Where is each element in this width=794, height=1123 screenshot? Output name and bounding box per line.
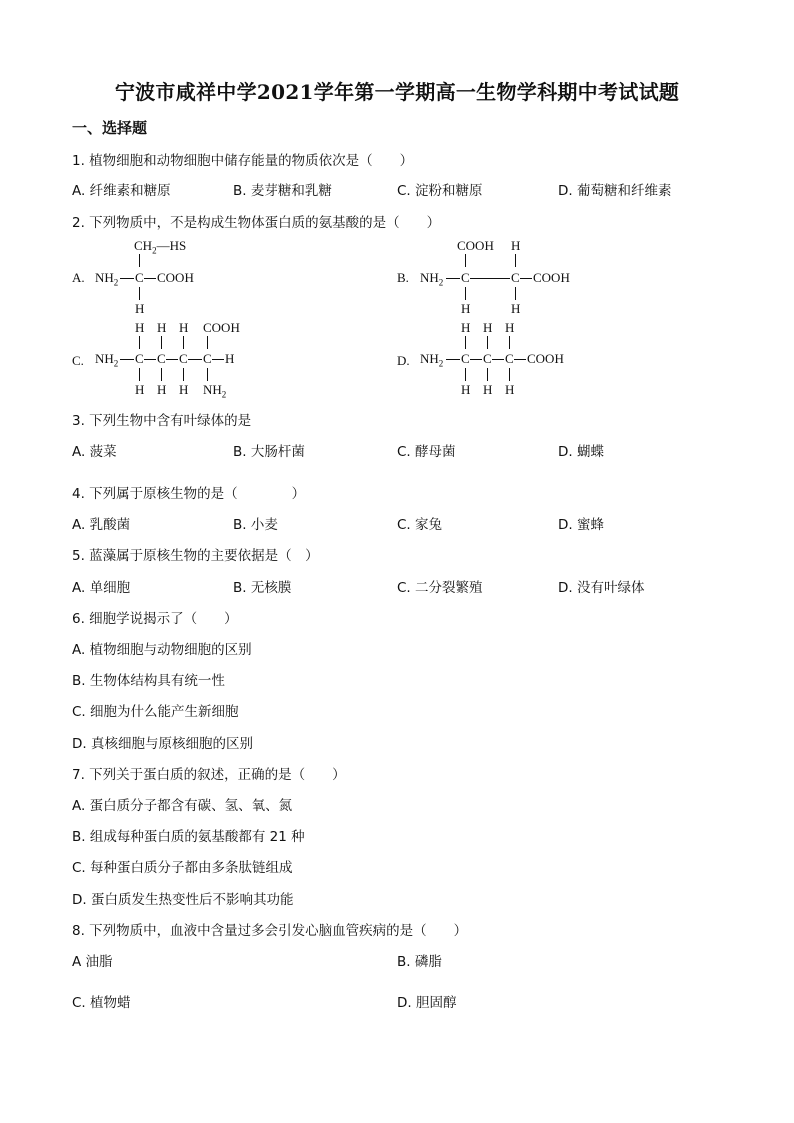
- bond: [515, 287, 516, 300]
- formula-c-h-right: H: [225, 351, 235, 366]
- bond: [446, 278, 460, 279]
- question-5-stem: 5. 蓝藻属于原核生物的主要依据是（ ）: [72, 548, 319, 564]
- formula-b-nh2: $NH_2$: [420, 270, 444, 288]
- formula-c-h-top-1: H: [135, 320, 145, 335]
- bond: [487, 368, 488, 381]
- question-5-option-a[interactable]: A. 单细胞: [72, 580, 131, 596]
- formula-d-carbon-3: C: [505, 351, 514, 366]
- bond: [183, 368, 184, 381]
- formula-a-cooh: COOH: [157, 270, 194, 285]
- bond: [139, 368, 140, 381]
- question-6-option-b[interactable]: B. 生物体结构具有统一性: [72, 673, 225, 689]
- question-6-stem: 6. 细胞学说揭示了（ ）: [72, 611, 238, 627]
- formula-b-cooh: COOH: [533, 270, 570, 285]
- question-1-stem: 1. 植物细胞和动物细胞中储存能量的物质依次是（ ）: [72, 153, 414, 169]
- formula-d-nh2: $NH_2$: [420, 351, 444, 369]
- bond: [492, 359, 504, 360]
- formula-b-carbon-1: C: [461, 270, 470, 285]
- question-8-option-a[interactable]: A 油脂: [72, 954, 113, 970]
- bond: [465, 287, 466, 300]
- bond: [520, 278, 532, 279]
- formula-b-h-bottom-2: H: [511, 301, 521, 316]
- question-8-option-c[interactable]: C. 植物蜡: [72, 995, 131, 1011]
- formula-c-h-bottom-3: H: [179, 382, 189, 397]
- bond: [465, 368, 466, 381]
- question-7-stem: 7. 下列关于蛋白质的叙述，正确的是（ ）: [72, 767, 346, 783]
- section-heading: 一、选择题: [72, 119, 148, 137]
- bond: [470, 359, 482, 360]
- formula-c-cooh-top: COOH: [203, 320, 240, 335]
- bond: [166, 359, 178, 360]
- formula-c-carbon-3: C: [179, 351, 188, 366]
- bond: [144, 359, 156, 360]
- question-4-option-d[interactable]: D. 蜜蜂: [558, 517, 604, 533]
- bond: [144, 278, 156, 279]
- option-b-label: B.: [397, 270, 409, 285]
- formula-a-carbon: C: [135, 270, 144, 285]
- question-5-option-d[interactable]: D. 没有叶绿体: [558, 580, 645, 596]
- question-4-option-b[interactable]: B. 小麦: [233, 517, 278, 533]
- bond: [139, 254, 140, 267]
- formula-d-h-top-3: H: [505, 320, 515, 335]
- formula-b-cooh-top: COOH: [457, 238, 494, 253]
- formula-d-h-bottom-1: H: [461, 382, 471, 397]
- formula-c-nh2-bottom: $NH_2$: [203, 382, 227, 400]
- question-1-option-d[interactable]: D. 葡萄糖和纤维素: [558, 183, 672, 199]
- bond: [212, 359, 224, 360]
- bond: [446, 359, 460, 360]
- formula-c-h-top-3: H: [179, 320, 189, 335]
- question-6-option-a[interactable]: A. 植物细胞与动物细胞的区别: [72, 642, 252, 658]
- bond: [465, 336, 466, 349]
- bond: [120, 359, 134, 360]
- bond: [207, 368, 208, 381]
- question-7-option-d[interactable]: D. 蛋白质发生热变性后不影响其功能: [72, 892, 294, 908]
- question-5-option-c[interactable]: C. 二分裂繁殖: [397, 580, 483, 596]
- formula-b-h-bottom-1: H: [461, 301, 471, 316]
- question-8-stem: 8. 下列物质中，血液中含量过多会引发心脑血管疾病的是（ ）: [72, 923, 468, 939]
- bond: [161, 336, 162, 349]
- bond: [509, 368, 510, 381]
- formula-d-carbon-1: C: [461, 351, 470, 366]
- question-1-option-a[interactable]: A. 纤维素和糖原: [72, 183, 171, 199]
- formula-d-carbon-2: C: [483, 351, 492, 366]
- question-8-option-b[interactable]: B. 磷脂: [397, 954, 442, 970]
- question-1-option-c[interactable]: C. 淀粉和糖原: [397, 183, 483, 199]
- formula-d-h-top-2: H: [483, 320, 493, 335]
- bond: [161, 368, 162, 381]
- question-7-option-c[interactable]: C. 每种蛋白质分子都由多条肽链组成: [72, 860, 293, 876]
- formula-c-h-top-2: H: [157, 320, 167, 335]
- bond: [509, 336, 510, 349]
- page-title: 宁波市咸祥中学2021学年第一学期高一生物学科期中考试试题: [114, 80, 680, 104]
- formula-d-h-top-1: H: [461, 320, 471, 335]
- option-a-label: A.: [72, 270, 85, 285]
- question-3-stem: 3. 下列生物中含有叶绿体的是: [72, 413, 252, 429]
- question-6-option-c[interactable]: C. 细胞为什么能产生新细胞: [72, 704, 239, 720]
- question-4-option-a[interactable]: A. 乳酸菌: [72, 517, 131, 533]
- question-1-option-b[interactable]: B. 麦芽糖和乳糖: [233, 183, 332, 199]
- question-8-option-d[interactable]: D. 胆固醇: [397, 995, 457, 1011]
- formula-b-h-top: H: [511, 238, 521, 253]
- bond: [207, 336, 208, 349]
- formula-c-h-bottom-2: H: [157, 382, 167, 397]
- question-5-option-b[interactable]: B. 无核膜: [233, 580, 292, 596]
- bond: [139, 336, 140, 349]
- formula-c-carbon-4: C: [203, 351, 212, 366]
- formula-a-ch2hs: $CH_2—HS$: [134, 238, 187, 256]
- bond: [515, 254, 516, 267]
- bond: [514, 359, 526, 360]
- bond: [183, 336, 184, 349]
- bond: [487, 336, 488, 349]
- formula-d-h-bottom-2: H: [483, 382, 493, 397]
- formula-a-hydrogen: H: [135, 301, 145, 316]
- formula-c-h-bottom-1: H: [135, 382, 145, 397]
- question-3-option-b[interactable]: B. 大肠杆菌: [233, 444, 305, 460]
- bond: [139, 287, 140, 300]
- formula-c-carbon-2: C: [157, 351, 166, 366]
- question-4-stem: 4. 下列属于原核生物的是（ ）: [72, 486, 306, 502]
- bond: [470, 278, 510, 279]
- question-7-option-a[interactable]: A. 蛋白质分子都含有碳、氢、氧、氮: [72, 798, 293, 814]
- option-c-label: C.: [72, 353, 84, 368]
- question-3-option-c[interactable]: C. 酵母菌: [397, 444, 456, 460]
- bond: [120, 278, 134, 279]
- question-6-option-d[interactable]: D. 真核细胞与原核细胞的区别: [72, 736, 253, 752]
- formula-d-h-bottom-3: H: [505, 382, 515, 397]
- question-2-stem: 2. 下列物质中，不是构成生物体蛋白质的氨基酸的是（ ）: [72, 215, 441, 231]
- formula-a-nh2: $NH_2$: [95, 270, 119, 288]
- question-4-option-c[interactable]: C. 家兔: [397, 517, 443, 533]
- question-3-option-a[interactable]: A. 菠菜: [72, 444, 117, 460]
- formula-b-carbon-2: C: [511, 270, 520, 285]
- bond: [188, 359, 202, 360]
- formula-d-cooh: COOH: [527, 351, 564, 366]
- question-3-option-d[interactable]: D. 蝴蝶: [558, 444, 604, 460]
- option-d-label: D.: [397, 353, 410, 368]
- question-7-option-b[interactable]: B. 组成每种蛋白质的氨基酸都有 21 种: [72, 829, 305, 845]
- formula-c-nh2: $NH_2$: [95, 351, 119, 369]
- formula-c-carbon-1: C: [135, 351, 144, 366]
- bond: [465, 254, 466, 267]
